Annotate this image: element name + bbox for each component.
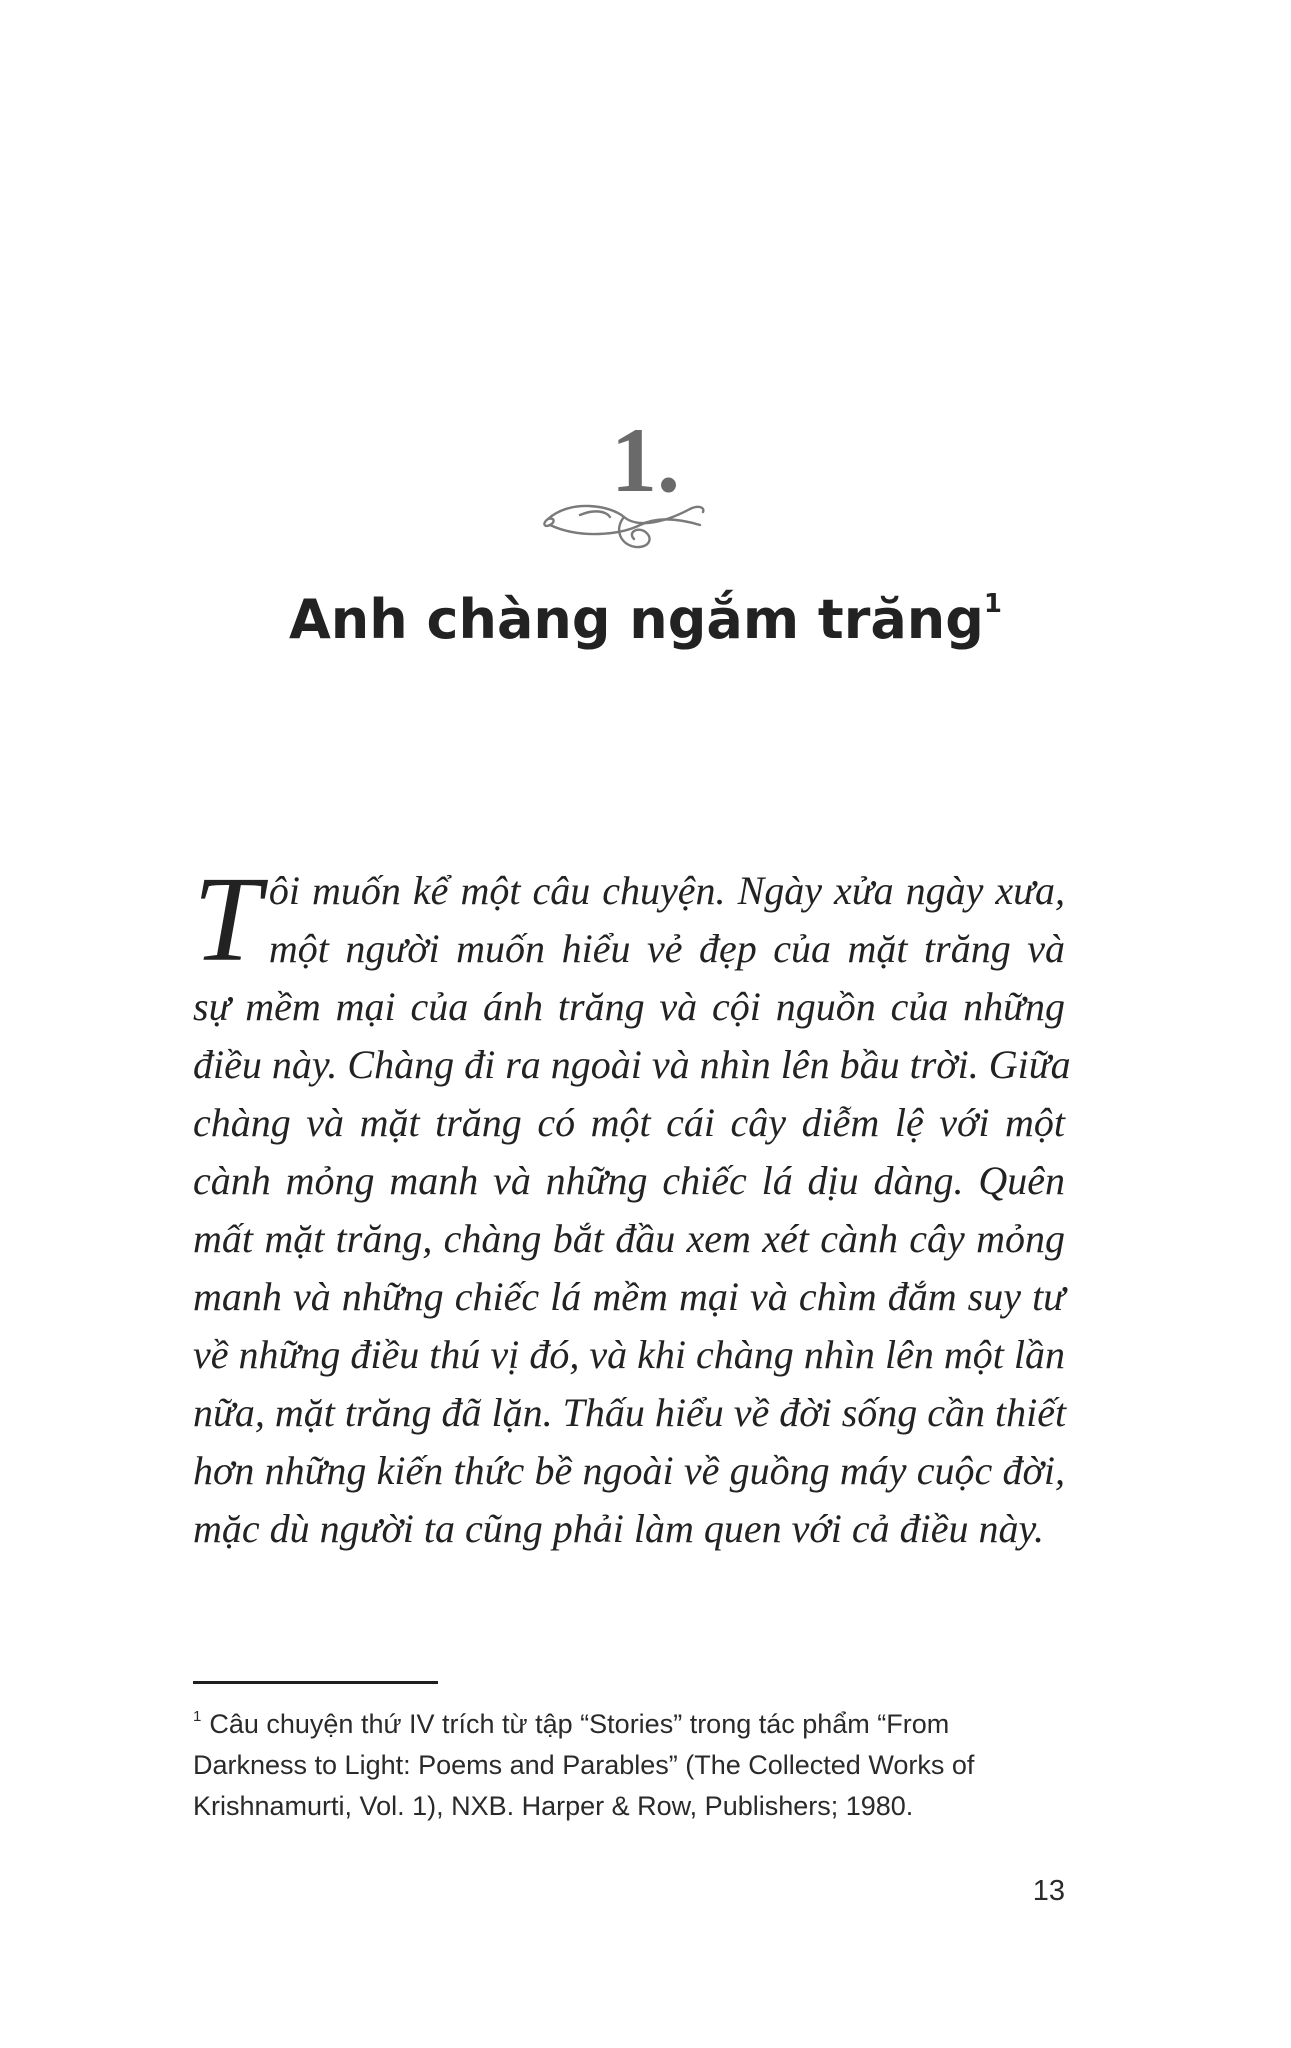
body-line: về những điều thú vị đó, và khi chàng nhìn lên một lần bbox=[193, 1332, 1065, 1377]
footnote-text: Câu chuyện thứ IV trích từ tập “Stories” trong tác phẩm “From Darkness to Light: Poems and Parables” (The Collected Works of Krishnamurti, Vol. 1), NXB. Harper & Row, Publishers; 1980. bbox=[193, 1709, 975, 1821]
page-number: 13 bbox=[1032, 1875, 1065, 1907]
flourish-divider-icon bbox=[540, 495, 710, 555]
chapter-title bbox=[0, 588, 1291, 652]
body-line: manh và những chiếc lá mềm mại và chìm đắm suy tư bbox=[193, 1274, 1065, 1319]
body-line: ôi muốn kể một câu chuyện. Ngày xửa ngày xưa, bbox=[268, 868, 1065, 913]
body-line: điều này. Chàng đi ra ngoài và nhìn lên bầu trời. Giữa bbox=[193, 1042, 1071, 1087]
chapter-title-text: Anh chàng ngắm trăng bbox=[289, 588, 984, 651]
body-line: mặc dù người ta cũng phải làm quen với cả điều này. bbox=[193, 1506, 1045, 1551]
footnote-mark: 1 bbox=[193, 1708, 202, 1725]
footnote-divider bbox=[193, 1681, 438, 1684]
chapter-number: 1. bbox=[611, 409, 680, 511]
body-line: một người muốn hiểu vẻ đẹp của mặt trăng và bbox=[268, 926, 1065, 971]
body-line: nữa, mặt trăng đã lặn. Thấu hiểu về đời sống cần thiết bbox=[193, 1390, 1067, 1435]
title-footnote-ref: 1 bbox=[983, 589, 1002, 619]
body-line: hơn những kiến thức bề ngoài về guồng máy cuộc đời, bbox=[193, 1448, 1065, 1493]
drop-cap: T bbox=[193, 852, 261, 987]
footnote bbox=[193, 1696, 1065, 1827]
body-line: sự mềm mại của ánh trăng và cội nguồn của những bbox=[193, 984, 1065, 1029]
body-paragraph bbox=[193, 852, 1071, 1558]
body-line: chàng và mặt trăng có một cái cây diễm lệ với một bbox=[193, 1100, 1065, 1145]
body-line: cành mỏng manh và những chiếc lá dịu dàng. Quên bbox=[193, 1158, 1065, 1203]
body-line: mất mặt trăng, chàng bắt đầu xem xét cành cây mỏng bbox=[193, 1216, 1065, 1261]
